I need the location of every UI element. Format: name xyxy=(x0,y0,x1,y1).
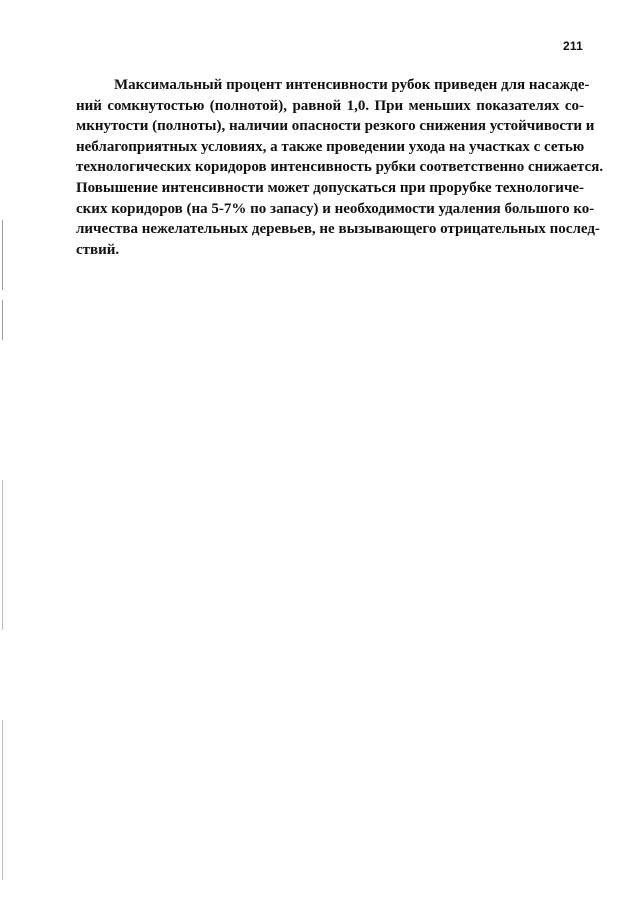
paragraph-line: Максимальный процент интенсивности рубок приведен для насажде- xyxy=(114,77,590,93)
scan-edge-mark xyxy=(2,300,3,340)
page-number: 211 xyxy=(563,39,583,53)
scan-edge-mark xyxy=(2,480,3,630)
paragraph-line: ских коридоров (на 5-7% по запасу) и необходимости удаления большого ко- xyxy=(76,200,595,217)
paragraph-line: Повышение интенсивности может допускаться при прорубке технологиче- xyxy=(76,179,585,196)
body-paragraph xyxy=(76,75,604,260)
paragraph-line: ствий. xyxy=(76,241,120,258)
paragraph-line: технологических коридоров интенсивность рубки соответственно снижается. xyxy=(76,159,604,176)
scan-edge-mark xyxy=(2,720,3,880)
paragraph-line: личества нежелательных деревьев, не вызывающего отрицательных послед- xyxy=(76,221,600,238)
paragraph-line: ний сомкнутостью (полнотой), равной 1,0. При меньших показателях со- xyxy=(76,97,584,114)
scan-edge-mark xyxy=(2,220,3,290)
paragraph-line: неблагоприятных условиях, а также проведении ухода на участках с сетью xyxy=(76,138,585,155)
paragraph-line: мкнутости (полноты), наличии опасности резкого снижения устойчивости и xyxy=(76,118,595,135)
